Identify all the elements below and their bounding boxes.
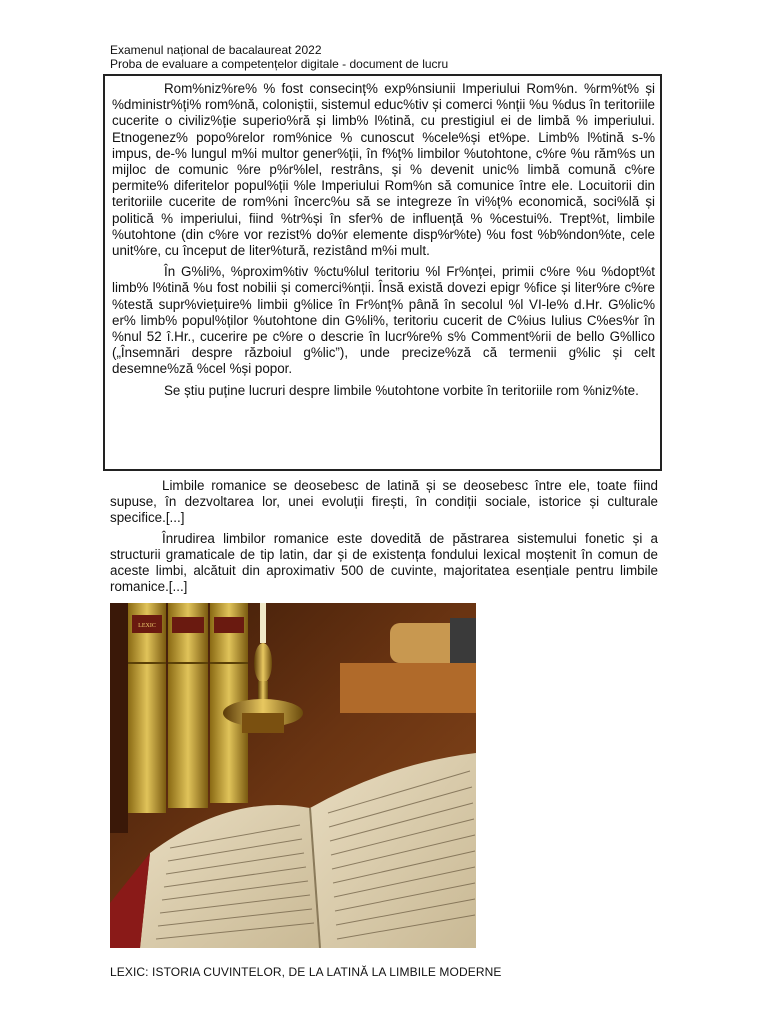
framed-text-box [103,74,662,471]
books-illustration [110,603,476,948]
body-paragraph: Înrudirea limbilor romanice este dovedită de păstrarea sistemului fonetic și a structurii gramaticale de tip latin, dar și de existența fondului lexical moștenit în comun de aceste limbi, alcătuit din aproximativ 500 de cuvinte, majoritatea esențiale pentru limbile romanice.[...] [110,530,658,595]
book-spine-label: LEXIC [138,623,156,629]
box-paragraph: În G%li%, %proxim%tiv %ctu%lul teritoriu %l Fr%nței, primii c%re %u %dopt%t limb% l%tină %u fost nobilii și comerci%nții. Însă există dovezi epigr %fice și liter%re c%re %testă supr%viețuire% limbii g%lice în Fr%nț% până în secolul %l VI-le% d.Hr. G%lic% er% limb% popul%ților %utohtone din G%li%, teritoriu cucerit de C%ius Iulius C%es%r în %nul 52 î.Hr., cucerire pe c%re o descrie în lucr%re% s% Comment%rii de bello G%llico („Însemnări despre războiul g%lic”), unde precize%ză că termenii g%lic și celt desemne%ză %cel %și popor. [112,264,655,377]
box-paragraph: Rom%niz%re% % fost consecinț% exp%nsiunii Imperiului Rom%n. %rm%t% și %dministr%ți% rom%nă, coloniștii, sistemul educ%tiv și comerci %nții %u %dus în teritoriile cucerite o civiliz%ție superio%ră și limb% l%tină, cu prestigiul ei de limbă % imperiului. Etnogenez% popo%relor rom%nice % cunoscut %cele%și et%pe. Limb% l%tină s-% impus, de-% lungul m%i multor gener%ții, în f%ț% limbilor %utohtone, c%re %u răm%s un mijloc de comunic %re p%r%lel, restrâns, și % devenit unic% limbă comună c%re permite% diferitelor popul%ții %le Imperiului Rom%n să comunice între ele. Locuitorii din teritoriile cucerite de rom%ni încerc%u să se integreze în vi%ț% economică, soci%lă și politică % imperiului, fiind %tr%și în sfer% de influență % %cestui%. Trept%t, limbile %utohtone (din c%re vor rezist% do%r elemente disp%r%te) %u fost %b%ndon%te, cele unit%re, cu început de liter%tură, rezistând m%i mult. [112,81,655,259]
box-paragraph: Se știu puține lucruri despre limbile %utohtone vorbite în teritoriile rom %niz%te. [164,382,639,398]
body-paragraph: Limbile romanice se deosebesc de latină și se deosebesc între ele, toate fiind supuse, în dezvoltarea lor, unei evoluții firești, în condiții sociale, istorice și culturale specifice.[...] [110,478,658,526]
books-photo [110,603,476,948]
page-footer: LEXIC: ISTORIA CUVINTELOR, DE LA LATINĂ LA LIMBILE MODERNE [110,965,502,979]
exam-subtitle: Proba de evaluare a competențelor digitale - document de lucru [110,57,449,71]
document-header [110,43,448,71]
exam-title: Examenul național de bacalaureat 2022 [110,43,322,57]
body-text [110,478,658,599]
